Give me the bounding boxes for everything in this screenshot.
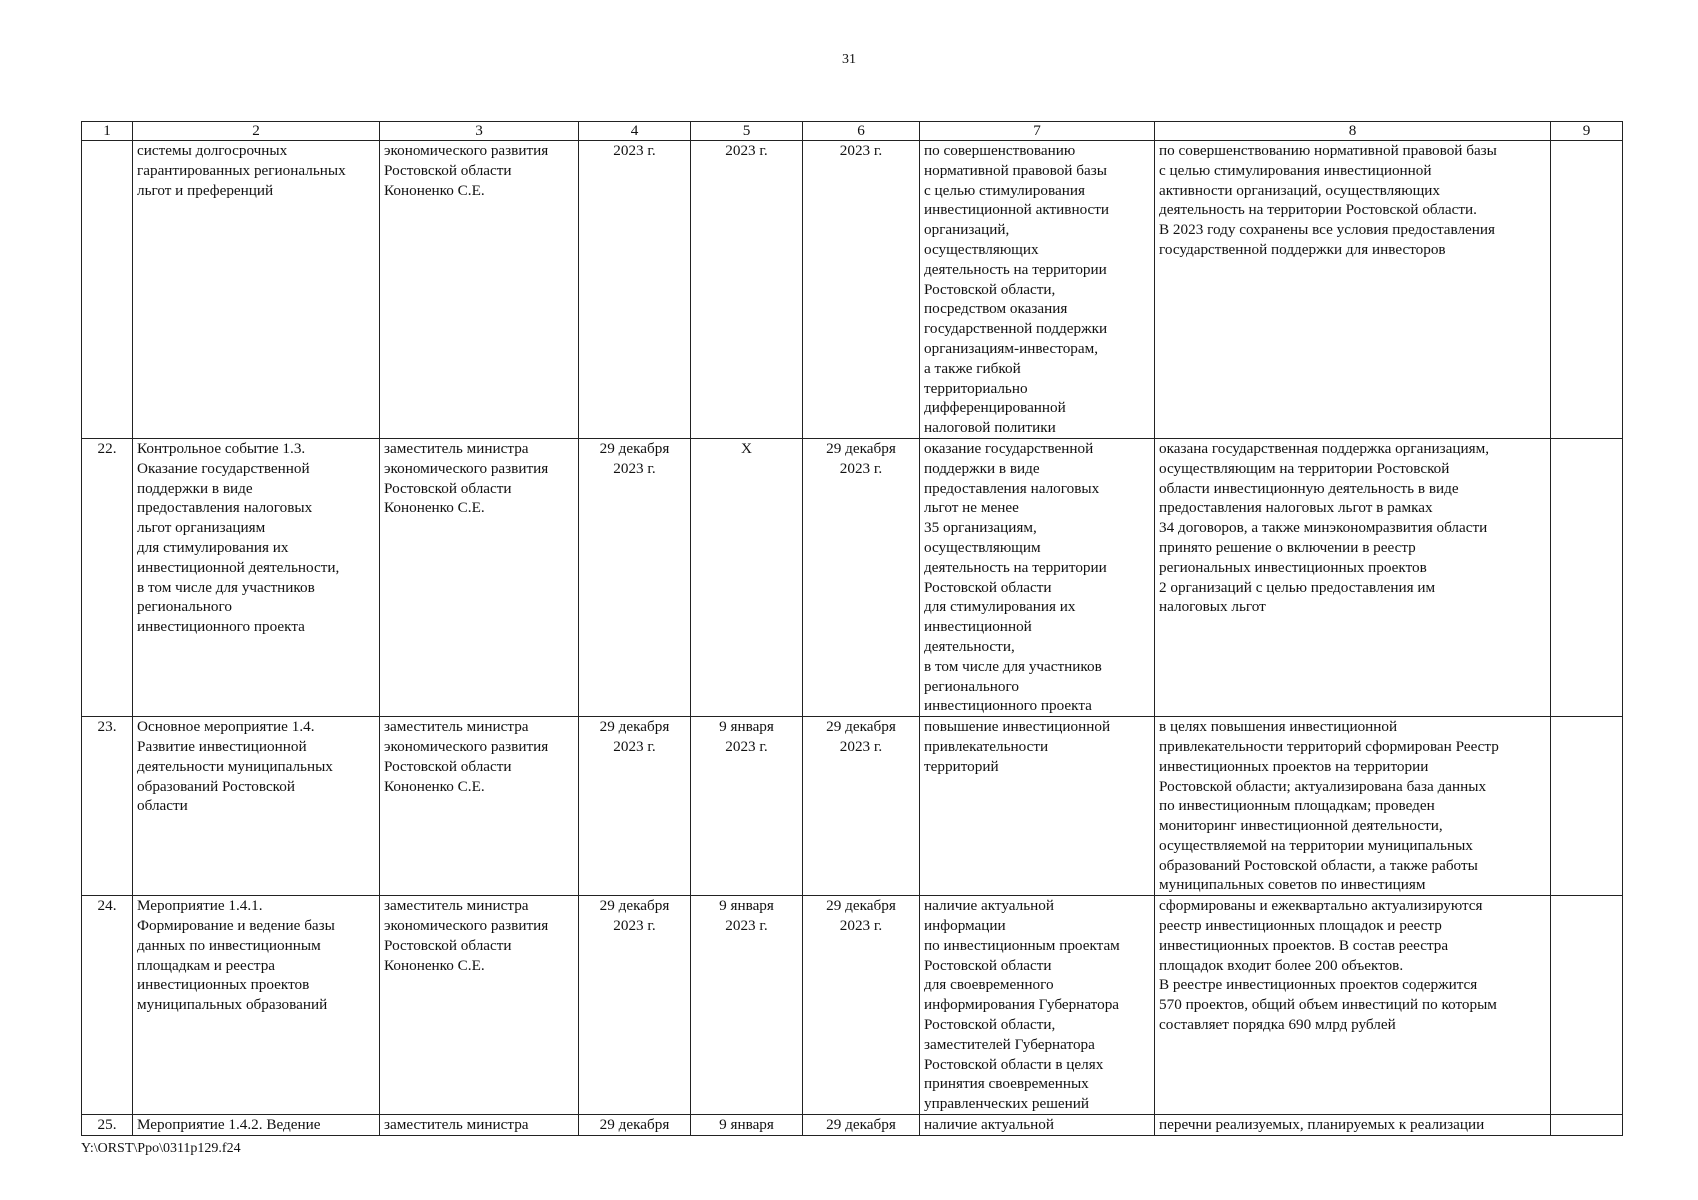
fact-start-date: 9 января 2023 г. <box>691 896 803 1115</box>
expected-result: по совершенствованию нормативной правовой базы с целью стимулирования инвестиционной активности организаций, осуществляющих деятельность на территории Ростовской области, посредством оказания государственной поддержки организациям-инвесторам, а также гибкой территориально дифференцированной налоговой политики <box>920 141 1155 439</box>
event-name: системы долгосрочных гарантированных региональных льгот и преференций <box>133 141 380 439</box>
row-number <box>82 141 133 439</box>
actual-result: перечни реализуемых, планируемых к реализации <box>1155 1115 1551 1136</box>
row-number: 22. <box>82 438 133 716</box>
table-row <box>82 1115 1623 1136</box>
expected-result: наличие актуальной информации по инвестиционным проектам Ростовской области для своевременного информирования Губернатора Ростовской области, заместителей Губернатора Ростовской области в целях принятия своевременных управленческих решений <box>920 896 1155 1115</box>
col-header-5: 5 <box>691 122 803 141</box>
plan-start-date: 2023 г. <box>579 141 691 439</box>
plan-start-date: 29 декабря 2023 г. <box>579 438 691 716</box>
col-header-8: 8 <box>1155 122 1551 141</box>
page-number: 31 <box>842 52 856 67</box>
responsible: заместитель министра экономического развития Ростовской области Кононенко С.Е. <box>380 717 579 896</box>
actual-result: по совершенствованию нормативной правовой базы с целью стимулирования инвестиционной активности организаций, осуществляющих деятельность на территории Ростовской области. В 2023 году сохранены все условия предоставления государственной поддержки для инвесторов <box>1155 141 1551 439</box>
event-name: Мероприятие 1.4.1. Формирование и ведение базы данных по инвестиционным площадкам и реестра инвестиционных проектов муниципальных образований <box>133 896 380 1115</box>
note <box>1551 717 1623 896</box>
plan-end-date: 29 декабря 2023 г. <box>803 896 920 1115</box>
row-number: 25. <box>82 1115 133 1136</box>
col-header-9: 9 <box>1551 122 1623 141</box>
plan-start-date: 29 декабря <box>579 1115 691 1136</box>
event-name: Мероприятие 1.4.2. Ведение <box>133 1115 380 1136</box>
responsible: заместитель министра экономического развития Ростовской области Кононенко С.Е. <box>380 438 579 716</box>
header-row <box>82 122 1623 141</box>
expected-result: наличие актуальной <box>920 1115 1155 1136</box>
table-row <box>82 438 1623 716</box>
fact-start-date: 9 января 2023 г. <box>691 717 803 896</box>
expected-result: оказание государственной поддержки в виде предоставления налоговых льгот не менее 35 организациям, осуществляющим деятельность на территории Ростовской области для стимулирования их инвестиционной деятельности, в том числе для участников регионального инвестиционного проекта <box>920 438 1155 716</box>
fact-start-date: Х <box>691 438 803 716</box>
plan-start-date: 29 декабря 2023 г. <box>579 717 691 896</box>
plan-end-date: 29 декабря 2023 г. <box>803 438 920 716</box>
report-table <box>81 121 1623 1136</box>
note <box>1551 896 1623 1115</box>
fact-start-date: 2023 г. <box>691 141 803 439</box>
responsible: экономического развития Ростовской области Кононенко С.Е. <box>380 141 579 439</box>
actual-result: сформированы и ежеквартально актуализируются реестр инвестиционных площадок и реестр инвестиционных проектов. В состав реестра площадок входит более 200 объектов. В реестре инвестиционных проектов содержится 570 проектов, общий объем инвестиций по которым составляет порядка 690 млрд рублей <box>1155 896 1551 1115</box>
table-row <box>82 896 1623 1115</box>
col-header-6: 6 <box>803 122 920 141</box>
responsible: заместитель министра <box>380 1115 579 1136</box>
actual-result: в целях повышения инвестиционной привлекательности территорий сформирован Реестр инвестиционных проектов на территории Ростовской области; актуализирована база данных по инвестиционным площадкам; проведен мониторинг инвестиционной деятельности, осуществляемой на территории муниципальных образований Ростовской области, а также работы муниципальных советов по инвестициям <box>1155 717 1551 896</box>
plan-end-date: 29 декабря <box>803 1115 920 1136</box>
expected-result: повышение инвестиционной привлекательности территорий <box>920 717 1155 896</box>
col-header-4: 4 <box>579 122 691 141</box>
col-header-1: 1 <box>82 122 133 141</box>
footer-file-path: Y:\ORST\Ppo\0311p129.f24 <box>81 1141 241 1156</box>
plan-end-date: 29 декабря 2023 г. <box>803 717 920 896</box>
table-row <box>82 717 1623 896</box>
row-number: 23. <box>82 717 133 896</box>
note <box>1551 1115 1623 1136</box>
note <box>1551 438 1623 716</box>
event-name: Контрольное событие 1.3. Оказание государственной поддержки в виде предоставления налоговых льгот организациям для стимулирования их инвестиционной деятельности, в том числе для участников регионального инвестиционного проекта <box>133 438 380 716</box>
col-header-7: 7 <box>920 122 1155 141</box>
note <box>1551 141 1623 439</box>
event-name: Основное мероприятие 1.4. Развитие инвестиционной деятельности муниципальных образований Ростовской области <box>133 717 380 896</box>
row-number: 24. <box>82 896 133 1115</box>
plan-end-date: 2023 г. <box>803 141 920 439</box>
col-header-3: 3 <box>380 122 579 141</box>
plan-start-date: 29 декабря 2023 г. <box>579 896 691 1115</box>
col-header-2: 2 <box>133 122 380 141</box>
fact-start-date: 9 января <box>691 1115 803 1136</box>
responsible: заместитель министра экономического развития Ростовской области Кононенко С.Е. <box>380 896 579 1115</box>
table-row <box>82 141 1623 439</box>
actual-result: оказана государственная поддержка организациям, осуществляющим на территории Ростовской области инвестиционную деятельность в виде предоставления налоговых льгот в рамках 34 договоров, а также минэкономразвития области принято решение о включении в реестр региональных инвестиционных проектов 2 организаций с целью предоставления им налоговых льгот <box>1155 438 1551 716</box>
